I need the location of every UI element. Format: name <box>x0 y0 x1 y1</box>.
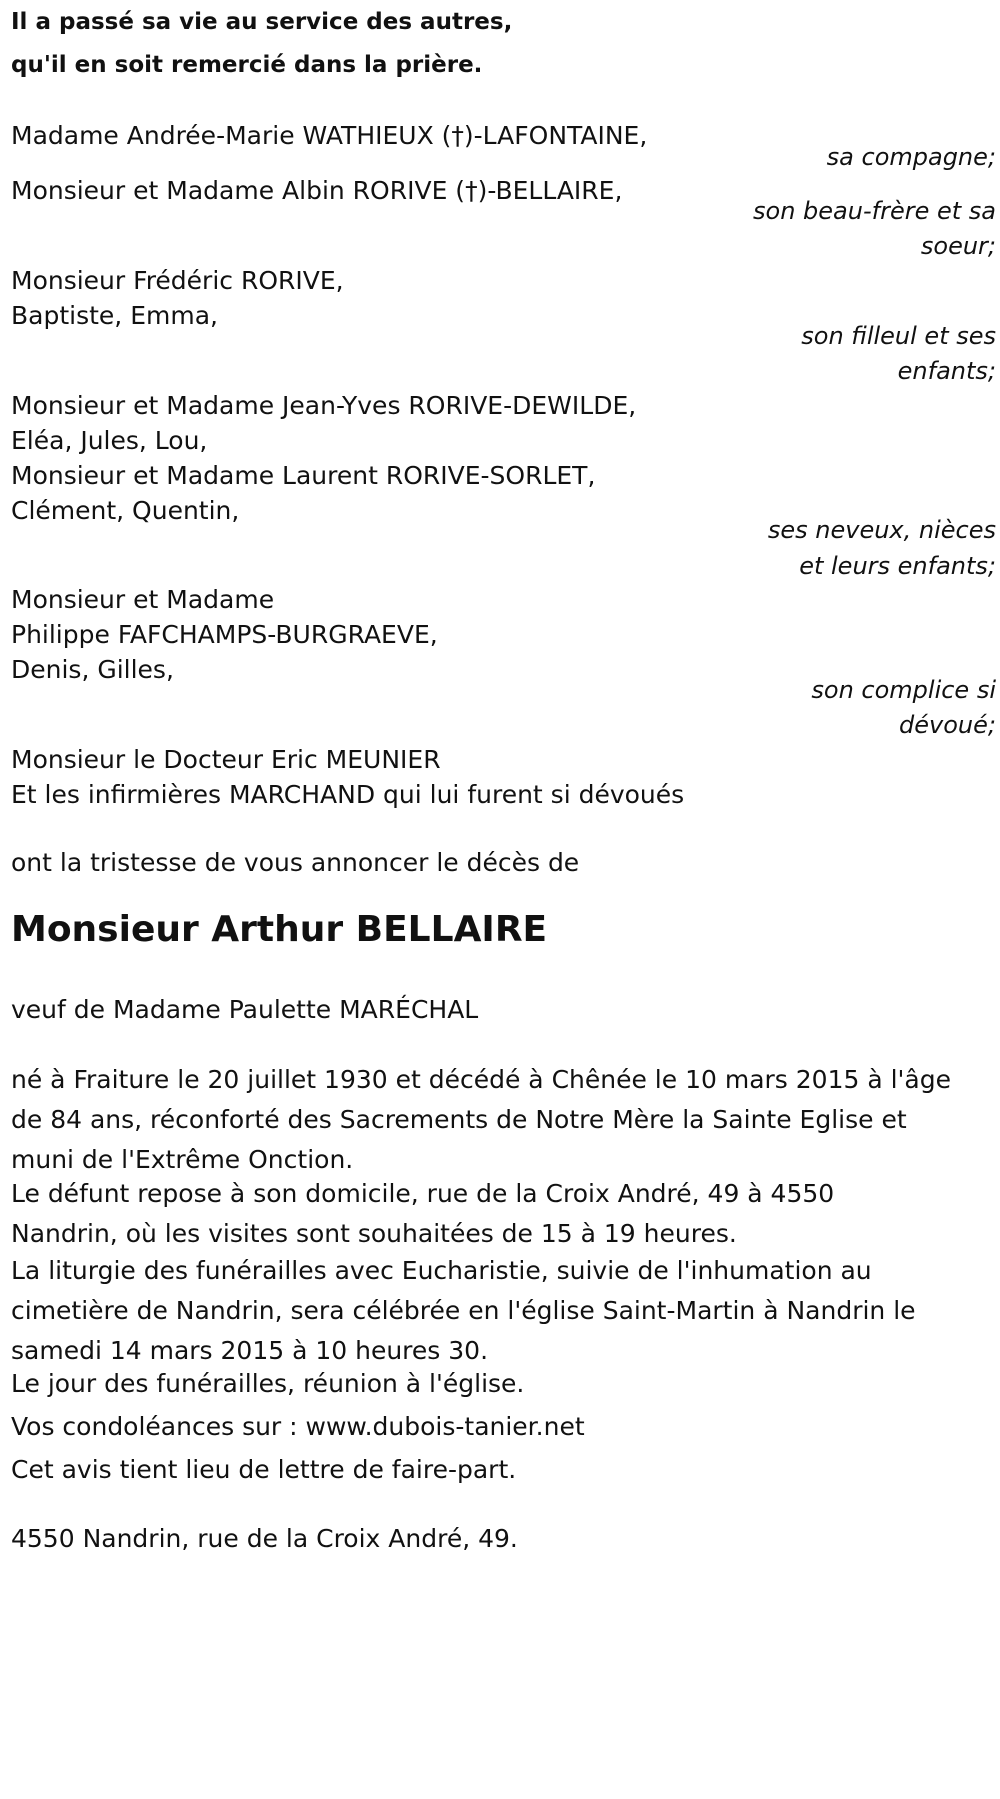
family-fafchamps-line-1: Monsieur et Madame <box>11 585 275 614</box>
role-beau-frere-line-2: soeur; <box>920 232 996 260</box>
role-filleul-line-2: enfants; <box>897 357 996 385</box>
role-complice-line-2: dévoué; <box>899 711 996 739</box>
deceased-name: Monsieur Arthur BELLAIRE <box>11 909 548 950</box>
family-jean-yves-children: Eléa, Jules, Lou, <box>11 426 208 455</box>
family-rorive-bellaire: Monsieur et Madame Albin RORIVE (†)-BELLAIRE, <box>11 176 623 205</box>
address-line: 4550 Nandrin, rue de la Croix André, 49. <box>11 1524 518 1553</box>
doctor-line: Monsieur le Docteur Eric MEUNIER <box>11 745 441 774</box>
family-fafchamps-line-2: Philippe FAFCHAMPS-BURGRAEVE, <box>11 620 438 649</box>
family-fafchamps-children: Denis, Gilles, <box>11 655 174 684</box>
widower-line: veuf de Madame Paulette MARÉCHAL <box>11 995 479 1024</box>
role-filleul-line-1: son filleul et ses <box>801 322 996 350</box>
role-neveux-line-2: et leurs enfants; <box>799 552 996 580</box>
birth-death-paragraph: né à Fraiture le 20 juillet 1930 et décédé à Chênée le 10 mars 2015 à l'âge de 84 ans, réconforté des Sacrements de Notre Mère la Sainte Eglise et muni de l'Extrême Onction. <box>11 1065 951 1174</box>
liturgy-paragraph: La liturgie des funérailles avec Eucharistie, suivie de l'inhumation au cimetière de Nandrin, sera célébrée en l'église Saint-Martin à Nandrin le samedi 14 mars 2015 à 10 heures 30. <box>11 1256 916 1365</box>
role-beau-frere-line-1: son beau-frère et sa <box>753 197 996 225</box>
role-compagne: sa compagne; <box>826 143 996 171</box>
nurses-line: Et les infirmières MARCHAND qui lui furent si dévoués <box>11 780 685 809</box>
notice-line: Cet avis tient lieu de lettre de faire-part. <box>11 1455 517 1484</box>
family-frederic-children: Baptiste, Emma, <box>11 301 218 330</box>
family-laurent-children: Clément, Quentin, <box>11 496 240 525</box>
family-jean-yves: Monsieur et Madame Jean-Yves RORIVE-DEWILDE, <box>11 391 637 420</box>
role-complice-line-1: son complice si <box>811 676 996 704</box>
family-frederic: Monsieur Frédéric RORIVE, <box>11 266 344 295</box>
epigraph-line-1: Il a passé sa vie au service des autres, <box>11 9 513 35</box>
meeting-line: Le jour des funérailles, réunion à l'église. <box>11 1369 525 1398</box>
role-neveux-line-1: ses neveux, nièces <box>767 516 996 544</box>
epigraph-line-2: qu'il en soit remercié dans la prière. <box>11 52 483 78</box>
rest-paragraph: Le défunt repose à son domicile, rue de la Croix André, 49 à 4550 Nandrin, où les visites sont souhaitées de 15 à 19 heures. <box>11 1179 835 1248</box>
family-laurent: Monsieur et Madame Laurent RORIVE-SORLET, <box>11 461 596 490</box>
family-wathieux: Madame Andrée-Marie WATHIEUX (†)-LAFONTAINE, <box>11 121 648 150</box>
condolences-line: Vos condoléances sur : www.dubois-tanier.net <box>11 1412 585 1441</box>
announcement-line: ont la tristesse de vous annoncer le décès de <box>11 848 580 877</box>
